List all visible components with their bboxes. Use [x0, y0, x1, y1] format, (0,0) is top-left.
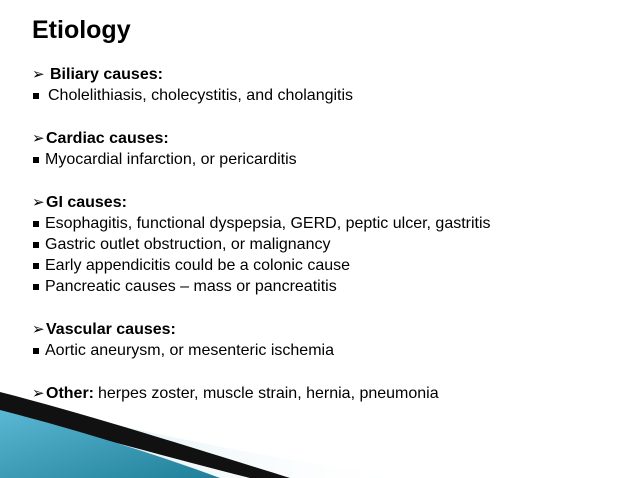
section-heading-text: GI causes:: [46, 194, 127, 211]
square-bullet-icon: [33, 221, 39, 227]
arrow-bullet-icon: ➢: [32, 321, 45, 338]
list-item-text: Pancreatic causes – mass or pancreatitis: [45, 278, 337, 295]
section-heading-text: Cardiac causes:: [46, 130, 169, 147]
list-item-text: Early appendicitis could be a colonic cause: [45, 257, 351, 274]
square-bullet-icon: [33, 263, 39, 269]
list-item-text: Gastric outlet obstruction, or malignancy: [45, 236, 331, 253]
arrow-bullet-icon: ➢: [32, 194, 45, 211]
list-item: [32, 213, 622, 234]
list-item: [32, 85, 622, 106]
list-item-text: Aortic aneurysm, or mesenteric ischemia: [45, 342, 334, 359]
arrow-bullet-icon: ➢: [32, 385, 45, 402]
section-heading-cardiac: [32, 128, 622, 149]
other-causes-text: herpes zoster, muscle strain, hernia, pneumonia: [98, 385, 439, 402]
corner-swoosh-decoration: [0, 370, 420, 478]
list-item-text: Myocardial infarction, or pericarditis: [45, 151, 297, 168]
section-heading-text: Biliary causes:: [50, 66, 163, 83]
section-heading-gi: [32, 192, 622, 213]
slide-content: [32, 64, 622, 404]
slide-title: Etiology: [32, 16, 131, 44]
list-item: [32, 149, 622, 170]
square-bullet-icon: [33, 93, 39, 99]
square-bullet-icon: [33, 284, 39, 290]
square-bullet-icon: [33, 348, 39, 354]
section-heading-vascular: [32, 319, 622, 340]
square-bullet-icon: [33, 242, 39, 248]
list-item-text: Esophagitis, functional dyspepsia, GERD, peptic ulcer, gastritis: [45, 215, 491, 232]
list-item: [32, 255, 622, 276]
section-heading-text: Other:: [46, 385, 94, 402]
arrow-bullet-icon: ➢: [32, 66, 45, 83]
arrow-bullet-icon: ➢: [32, 130, 45, 147]
square-bullet-icon: [33, 157, 39, 163]
section-heading-biliary: [32, 64, 622, 85]
list-item: [32, 340, 622, 361]
section-heading-text: Vascular causes:: [46, 321, 176, 338]
list-item: [32, 234, 622, 255]
list-item-text: Cholelithiasis, cholecystitis, and cholangitis: [48, 87, 354, 104]
list-item: [32, 276, 622, 297]
